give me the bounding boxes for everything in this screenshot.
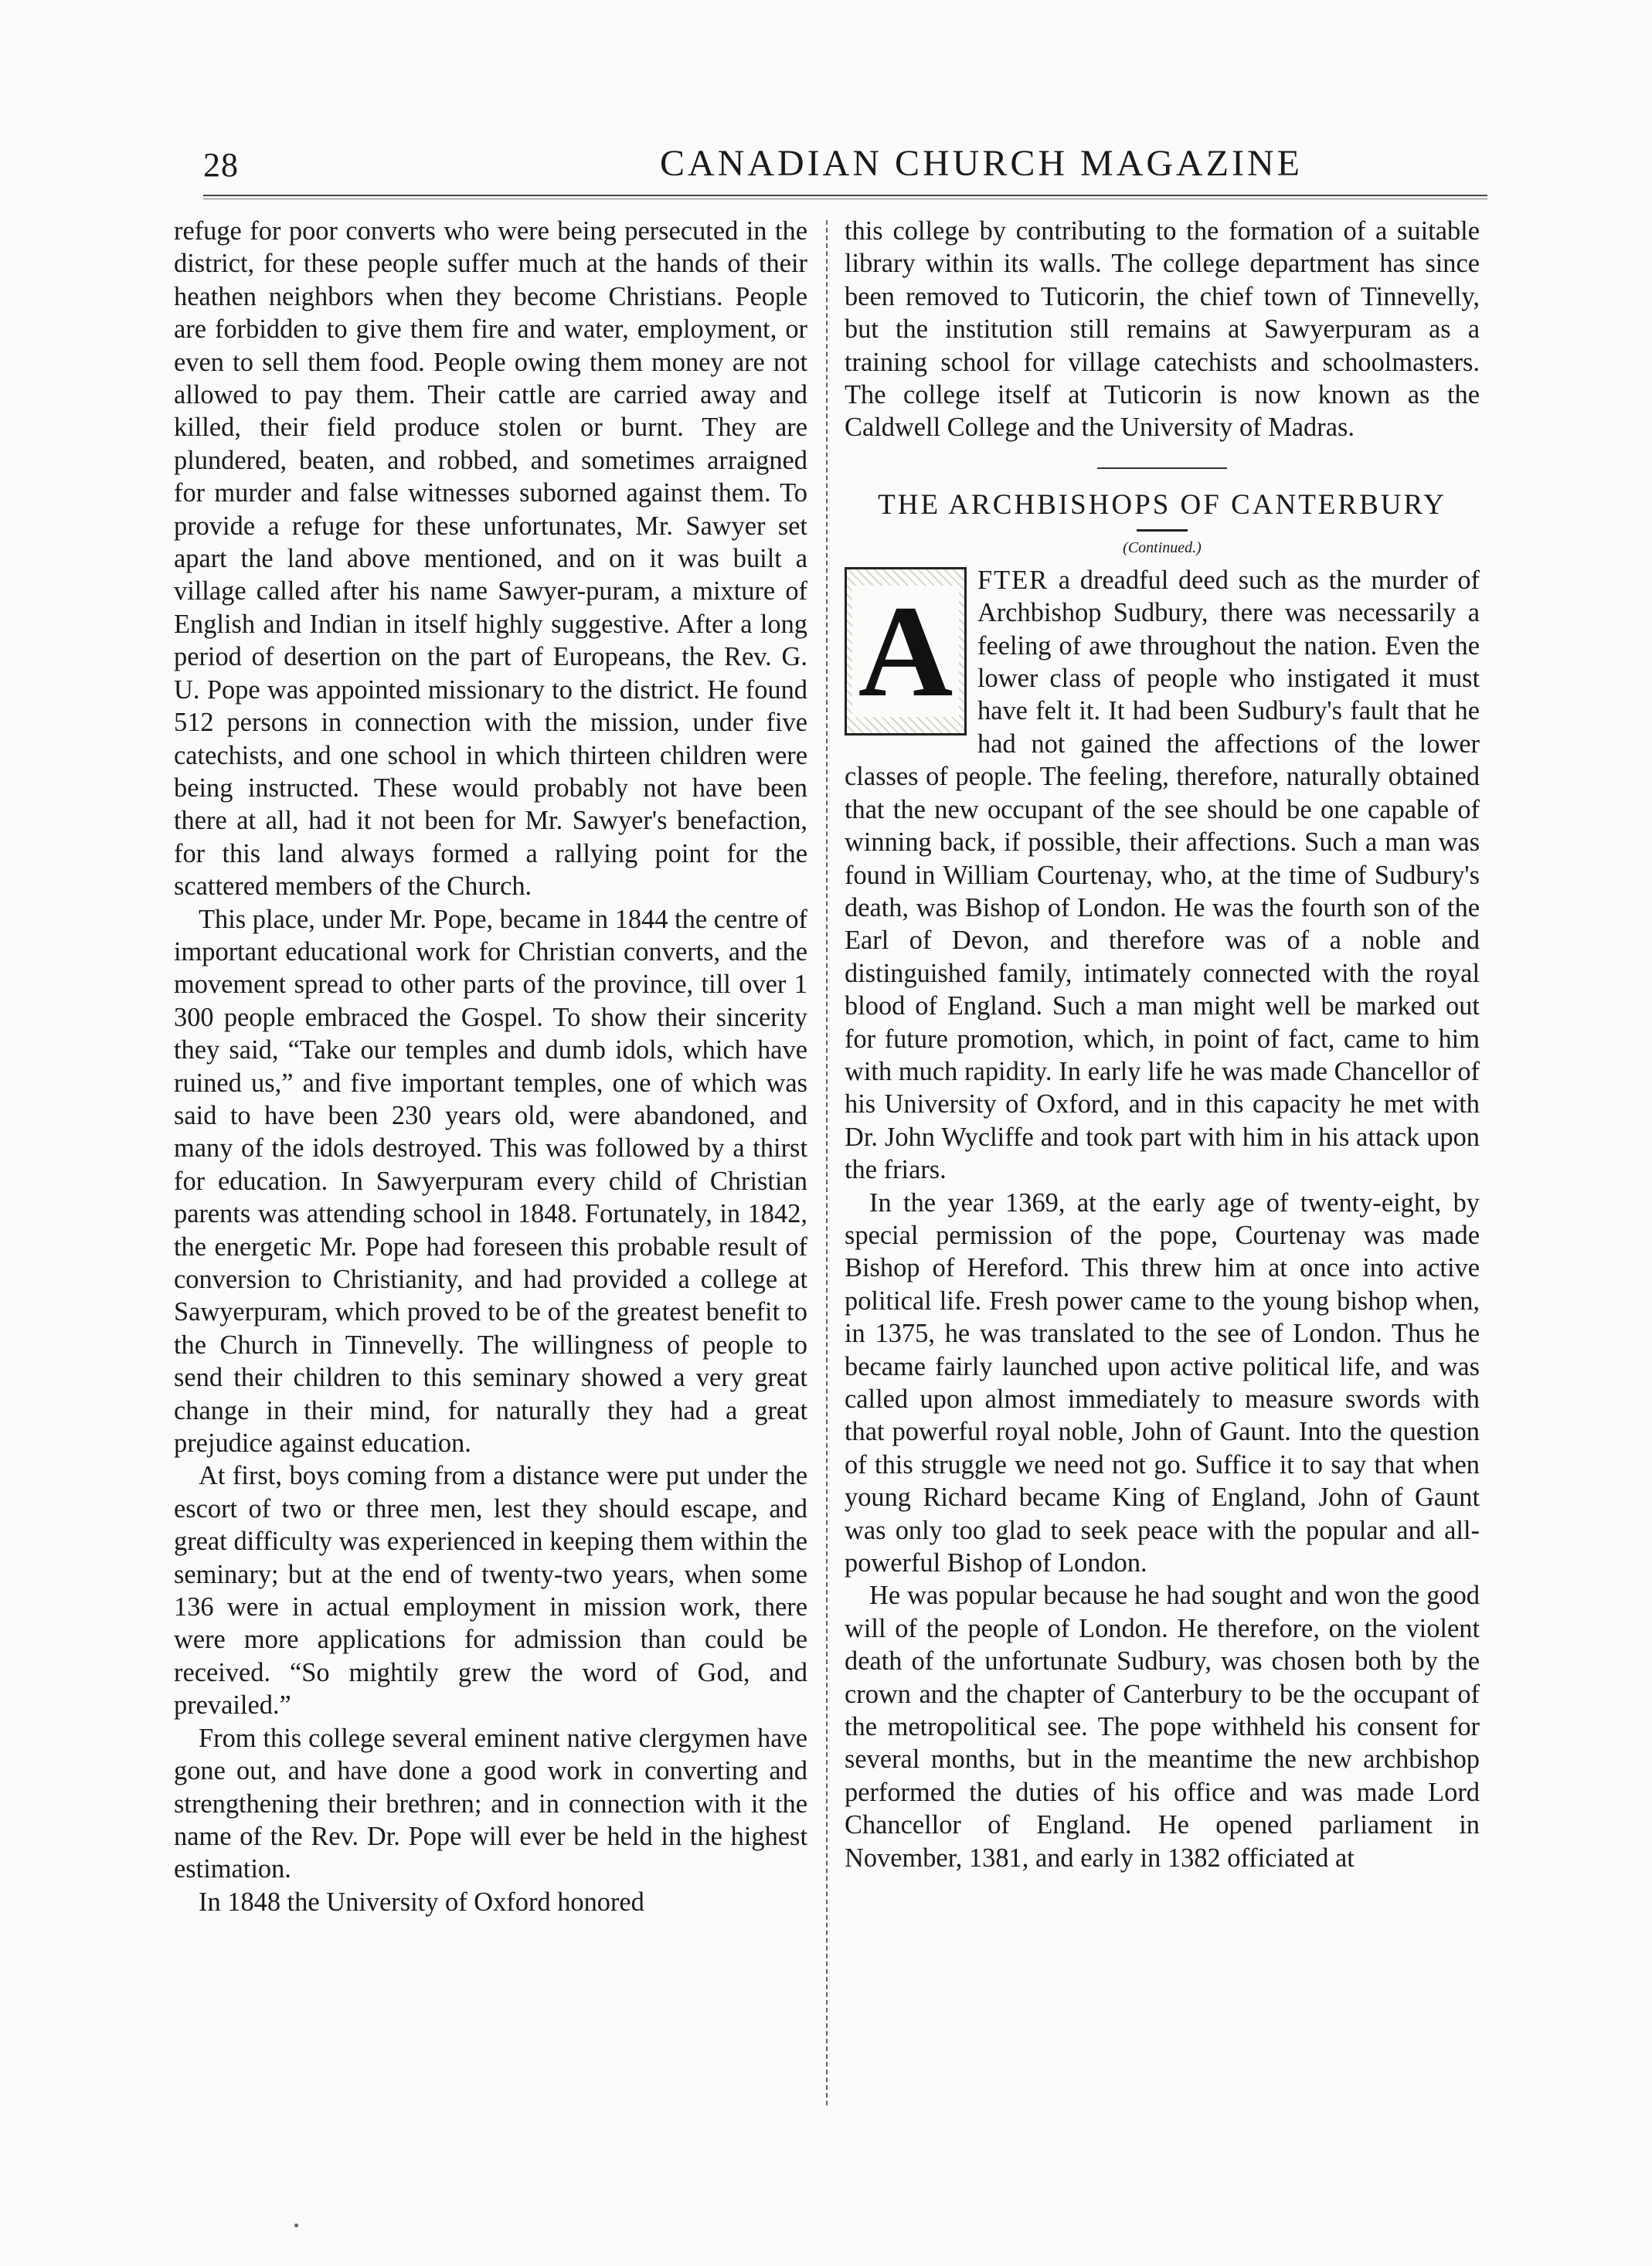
right-opening-paragraph: this college by contributing to the formation of a suitable library within its walls. The college department has since been removed to Tuticorin, the chief town of Tinnevelly, but the institution still remains at Sawyerpuram as a training school for village catechists and schoolmasters. The college itself at Tuticorin is now known as the Caldwell College and the University of Madras.: [845, 216, 1480, 443]
left-column: [174, 215, 807, 1918]
title-underline: [1137, 529, 1188, 532]
drop-cap-letter: A: [852, 586, 960, 717]
page-number: 28: [203, 146, 239, 184]
left-paragraph-3: At first, boys coming from a distance were put under the escort of two or three men, lest they should escape, and great difficulty was experienced in keeping them within the seminary; but at the end of twenty-two years, when some 136 were in actual employment in mission work, there were more applications for admission than could be received. “So mightily grew the word of God, and prevailed.”: [174, 1461, 807, 1721]
header-rule: [203, 195, 1487, 199]
continued-note: (Continued.): [1123, 538, 1202, 556]
right-paragraph-3: He was popular because he had sought and won the good will of the people of London. He therefore, on the violent death of the unfortunate Sudbury, was chosen both by the crown and the chapter of Canterbury to be the occupant of the metropolitical see. The pope withheld his consent for several months, but in the meantime the new archbishop performed the duties of his office and was made Lord Chancellor of England. He opened parliament in November, 1381, and early in 1382 officiated at: [845, 1581, 1480, 1873]
section-title: THE ARCHBISHOPS OF CANTERBURY: [878, 488, 1446, 521]
right-paragraph-2: In the year 1369, at the early age of twenty-eight, by special permission of the pope, Courtenay was made Bishop of Hereford. This threw him at once into active political life. Fresh power came to the young bishop when, in 1375, he was translated to the see of London. Thus he became fairly launched upon active political life, and was called upon almost immediately to measure swords with that powerful royal noble, John of Gaunt. Into the question of this struggle we need not go. Suffice it to say that when young Richard became King of England, John of Gaunt was only too glad to seek peace with the popular and all-powerful Bishop of London.: [845, 1187, 1480, 1578]
right-paragraph-1-text: a dreadful deed such as the murder of Archbishop Sudbury, there was necessarily a feeling of awe throughout the nation. Even the lower class of people who instigated it must have felt it. It had been Sudbury's fault that he had not gained the affections of the lower classes of people. The feeling, therefore, naturally obtained that the new occupant of the see should be one capable of winning back, if possible, their affections. Such a man was found in William Courtenay, who, at the time of Sudbury's death, was Bishop of London. He was the fourth son of the Earl of Devon, and therefore was of a noble and distinguished family, intimately connected with the royal blood of England. Such a man might well be marked out for future promotion, which, in point of fact, came to him with much rapidity. In early life he was made Chancellor of his University of Oxford, and in this capacity he met with Dr. John Wycliffe and took part with him in his attack upon the friars.: [845, 565, 1480, 1185]
drop-cap-ornament: [845, 567, 967, 736]
section-rule: [1097, 467, 1227, 469]
first-word: FTER: [977, 565, 1049, 595]
left-paragraph-5: In 1848 the University of Oxford honored: [199, 1887, 644, 1917]
right-column: [845, 215, 1480, 1874]
left-paragraph-2: This place, under Mr. Pope, became in 1844 the centre of important educational work for Christian converts, and the movement spread to other parts of the province, till over 1 300 people embraced the Gospel. To show their sincerity they said, “Take our temples and dumb idols, which have ruined us,” and five important temples, one of which was said to have been 230 years old, were abandoned, and many of the idols destroyed. This was followed by a thirst for education. In Sawyerpuram every child of Christian parents was attending school in 1848. Fortunately, in 1842, the energetic Mr. Pope had foreseen this probable result of conversion to Christianity, and had provided a college at Sawyerpuram, which proved to be of the greatest benefit to the Church in Tinnevelly. The willingness of people to send their children to this seminary showed a very great change in their mind, for naturally they had a great prejudice against education.: [174, 904, 807, 1459]
stray-mark: [294, 2224, 298, 2227]
right-paragraph-1: [845, 564, 1480, 1187]
column-divider: [826, 220, 828, 2105]
running-title: CANADIAN CHURCH MAGAZINE: [660, 143, 1303, 184]
left-paragraph-4: From this college several eminent native clergymen have gone out, and have done a good work in converting and strengthening their brethren; and in connection with it the name of the Rev. Dr. Pope will ever be held in the highest estimation.: [174, 1723, 807, 1884]
left-paragraph-1: refuge for poor converts who were being persecuted in the district, for these people suffer much at the hands of their heathen neighbors when they become Christians. People are forbidden to give them fire and water, employment, or even to sell them food. People owing them money are not allowed to pay them. Their cattle are carried away and killed, their field produce stolen or burnt. They are plundered, beaten, and robbed, and sometimes arraigned for murder and false witnesses suborned against them. To provide a refuge for these unfortunates, Mr. Sawyer set apart the land above mentioned, and on it was built a village called after his name Sawyer-puram, a mixture of English and Indian in itself highly suggestive. After a long period of desertion on the part of Europeans, the Rev. G. U. Pope was appointed missionary to the district. He found 512 persons in connection with the mission, under five catechists, and one school in which thirteen children were being instructed. These would probably not have been there at all, had it not been for Mr. Sawyer's benefaction, for this land always formed a rallying point for the scattered members of the Church.: [174, 216, 807, 902]
